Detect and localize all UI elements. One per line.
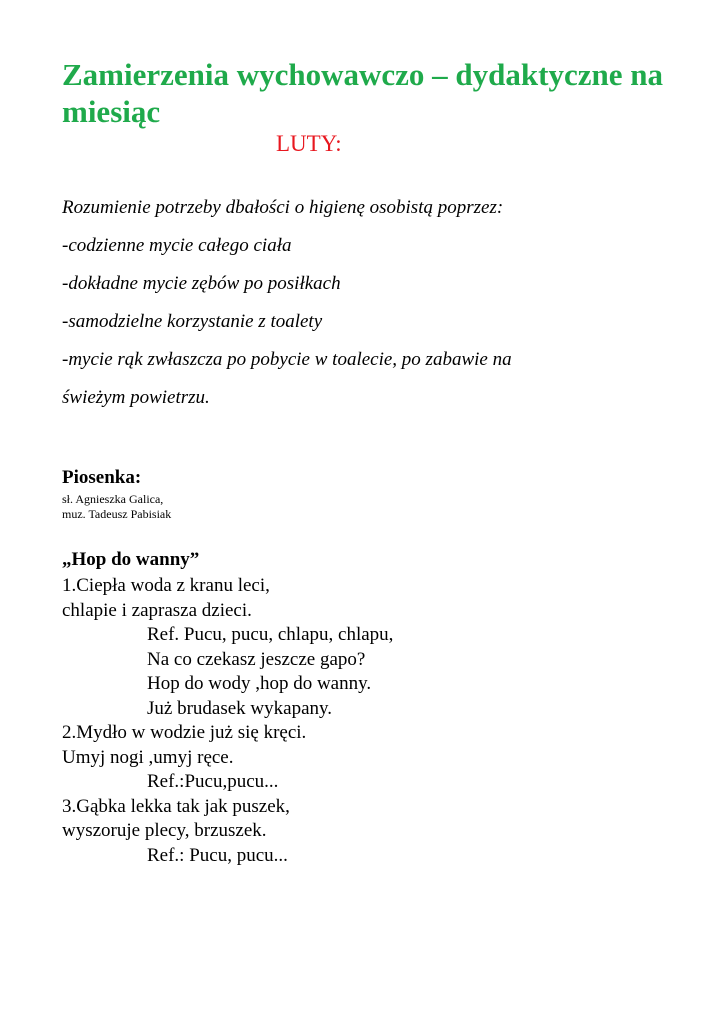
- song-title: „Hop do wanny”: [62, 549, 200, 570]
- lyrics-author: sł. Agnieszka Galica,: [62, 492, 164, 506]
- month-label: LUTY:: [276, 131, 342, 156]
- refrain-line: Ref. Pucu, pucu, chlapu, chlapu,: [147, 624, 394, 645]
- goal-item: -samodzielne korzystanie z toalety: [62, 311, 323, 332]
- goals-intro: Rozumienie potrzeby dbałości o higienę osobistą poprzez:: [62, 197, 504, 218]
- refrain-line: Ref.:Pucu,pucu...: [147, 771, 279, 792]
- refrain-line: Już brudasek wykapany.: [147, 697, 333, 719]
- goal-item: -dokładne mycie zębów po posiłkach: [62, 273, 341, 294]
- music-author: muz. Tadeusz Pabisiak: [62, 507, 172, 521]
- goal-item-continuation: świeżym powietrzu.: [62, 387, 210, 408]
- lyric-line: wyszoruje plecy, brzuszek.: [62, 820, 267, 841]
- song-section-heading: Piosenka:: [62, 467, 142, 488]
- song-credits: [62, 492, 171, 522]
- refrain-line: Ref.: Pucu, pucu...: [147, 844, 288, 866]
- document-title: Zamierzenia wychowawczo – dydaktyczne na miesiąc: [62, 57, 663, 129]
- lyric-line: Umyj nogi ,umyj ręce.: [62, 746, 234, 768]
- song-lyrics: [62, 574, 682, 868]
- lyric-line: 2.Mydło w wodzie już się kręci.: [62, 722, 307, 743]
- refrain-line: Hop do wody ,hop do wanny.: [147, 673, 372, 694]
- lyric-line: 3.Gąbka lekka tak jak puszek,: [62, 795, 290, 817]
- goal-item: -codzienne mycie całego ciała: [62, 235, 292, 256]
- goal-item: -mycie rąk zwłaszcza po pobycie w toalecie, po zabawie na: [62, 349, 512, 370]
- lyric-line: chlapie i zaprasza dzieci.: [62, 599, 252, 621]
- refrain-line: Na co czekasz jeszcze gapo?: [147, 648, 366, 670]
- lyric-line: 1.Ciepła woda z kranu leci,: [62, 575, 270, 596]
- goals-list: [62, 189, 682, 417]
